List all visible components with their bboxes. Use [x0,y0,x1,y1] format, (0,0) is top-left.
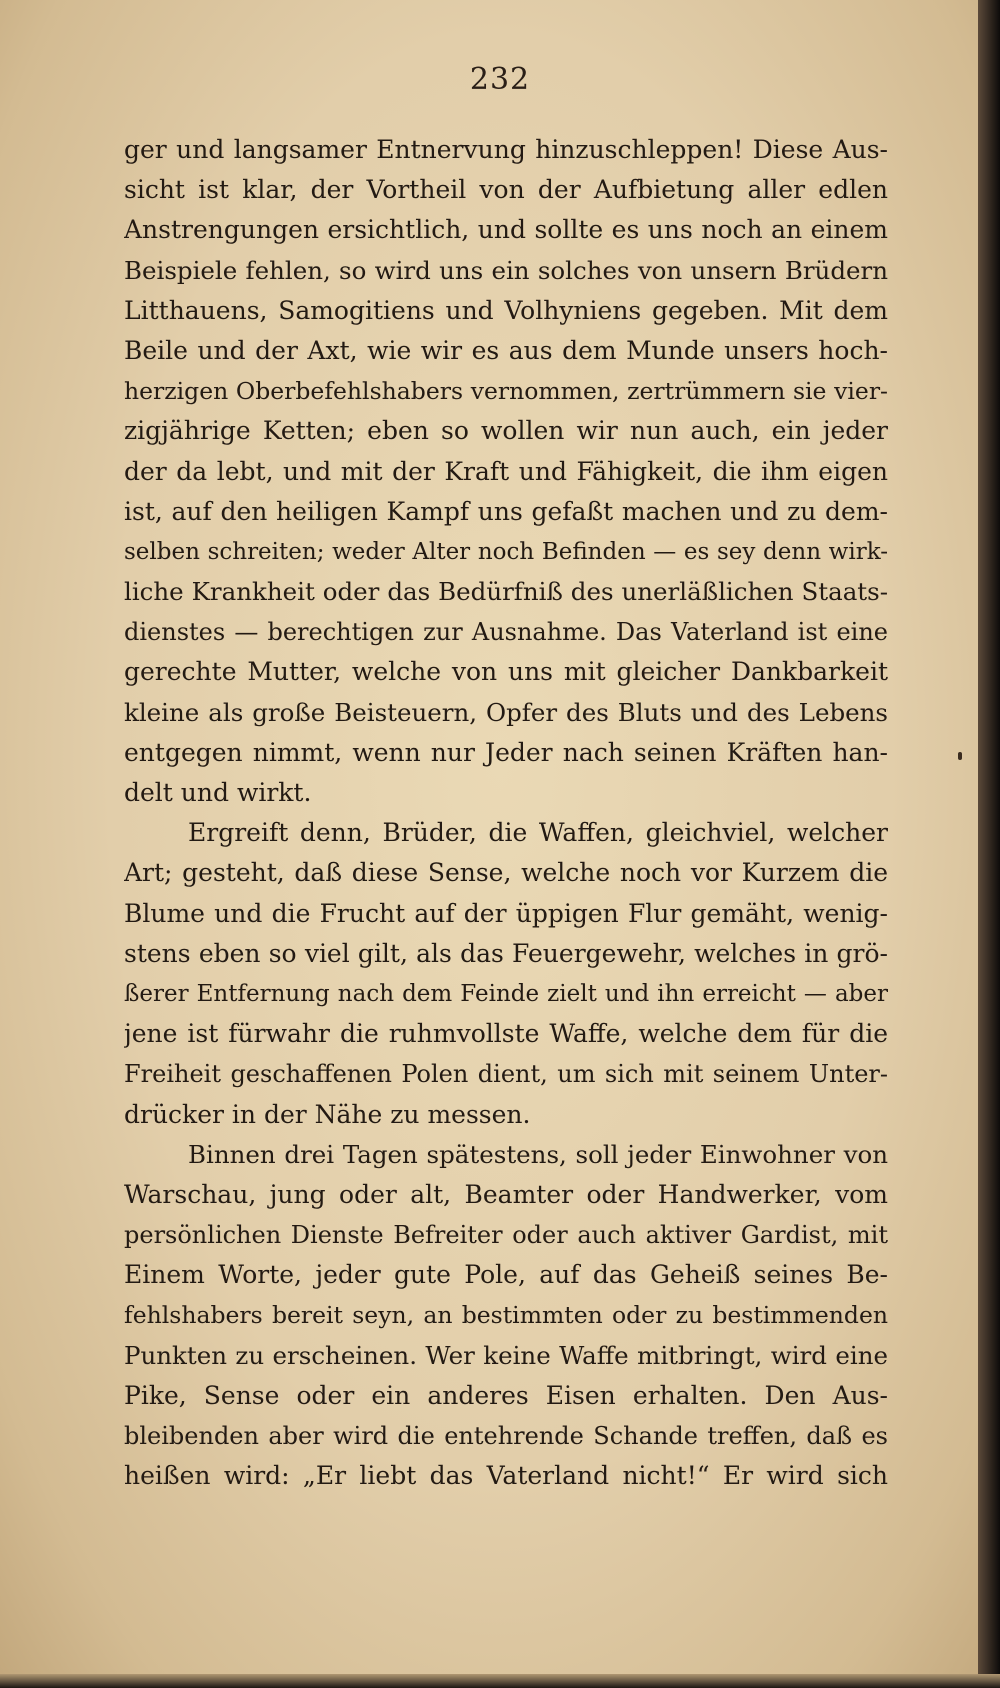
text-line: Einem Worte, jeder gute Pole, auf das Geheiß seines Be- [124,1260,888,1290]
text-line: delt und wirkt. [124,778,312,807]
text-line: Litthauens, Samogitiens und Volhyniens gegeben. Mit dem [124,295,888,325]
text-line: sicht ist klar, der Vortheil von der Aufbietung aller edlen [124,175,888,205]
text-line: bleibenden aber wird die entehrende Schande treffen, daß es [124,1422,888,1450]
page-edge-right [978,0,1000,1688]
text-line: Blume und die Frucht auf der üppigen Flur gemäht, wenig- [124,898,888,928]
text-line: persönlichen Dienste Befreiter oder auch aktiver Gardist, mit [124,1221,888,1250]
page-number: 232 [469,62,531,97]
text-line: gerechte Mutter, welche von uns mit gleicher Dankbarkeit [124,657,888,687]
text-line: herzigen Oberbefehlshabers vernommen, zertrümmern sie vier- [124,377,888,406]
text-line: dienstes — berechtigen zur Ausnahme. Das Vaterland ist eine [124,618,888,647]
text-line: heißen wird: „Er liebt das Vaterland nicht!“ Er wird sich [124,1461,888,1491]
text-line: ßerer Entfernung nach dem Feinde zielt und ihn erreicht — aber [124,980,888,1007]
text-line: Art; gesteht, daß diese Sense, welche noch vor Kurzem die [124,858,888,888]
text-line: Beispiele fehlen, so wird uns ein solches von unsern Brüdern [124,255,888,285]
text-line: Freiheit geschaffenen Polen dient, um sich mit seinem Unter- [124,1060,888,1089]
text-line: kleine als große Beisteuern, Opfer des Bluts und des Lebens [124,697,888,727]
text-line: Binnen drei Tagen spätestens, soll jeder Einwohner von [188,1139,888,1169]
text-line: Beile und der Axt, wie wir es aus dem Munde unsers hoch- [124,335,888,365]
text-line: drücker in der Nähe zu messen. [124,1099,531,1129]
text-line: der da lebt, und mit der Kraft und Fähigkeit, die ihm eigen [124,456,888,486]
text-line: ger und langsamer Entnervung hinzuschleppen! Diese Aus- [124,135,888,164]
text-line: Pike, Sense oder ein anderes Eisen erhalten. Den Aus- [124,1380,888,1410]
text-line: selben schreiten; weder Alter noch Befinden — es sey denn wirk- [124,538,888,565]
text-line: zigjährige Ketten; eben so wollen wir nun auch, ein jeder [124,416,888,446]
text-line: Punkten zu erscheinen. Wer keine Waffe mitbringt, wird eine [124,1340,888,1370]
ink-speck [958,752,962,760]
text-line: entgegen nimmt, wenn nur Jeder nach seinen Kräften han- [124,737,888,767]
text-line: Anstrengungen ersichtlich, und sollte es uns noch an einem [124,215,888,245]
text-line: stens eben so viel gilt, als das Feuergewehr, welches in grö- [124,938,888,968]
text-line: liche Krankheit oder das Bedürfniß des unerläßlichen Staats- [124,577,888,607]
text-line: Warschau, jung oder alt, Beamter oder Handwerker, vom [124,1179,888,1209]
page-edge-bottom [0,1674,1000,1688]
text-line: fehlshabers bereit seyn, an bestimmten oder zu bestimmenden [124,1301,888,1330]
text-line: Ergreift denn, Brüder, die Waffen, gleichviel, welcher [188,818,888,848]
body-text [124,130,888,1496]
text-line: ist, auf den heiligen Kampf uns gefaßt machen und zu dem- [124,496,888,526]
text-line: jene ist fürwahr die ruhmvollste Waffe, welche dem für die [124,1019,888,1049]
